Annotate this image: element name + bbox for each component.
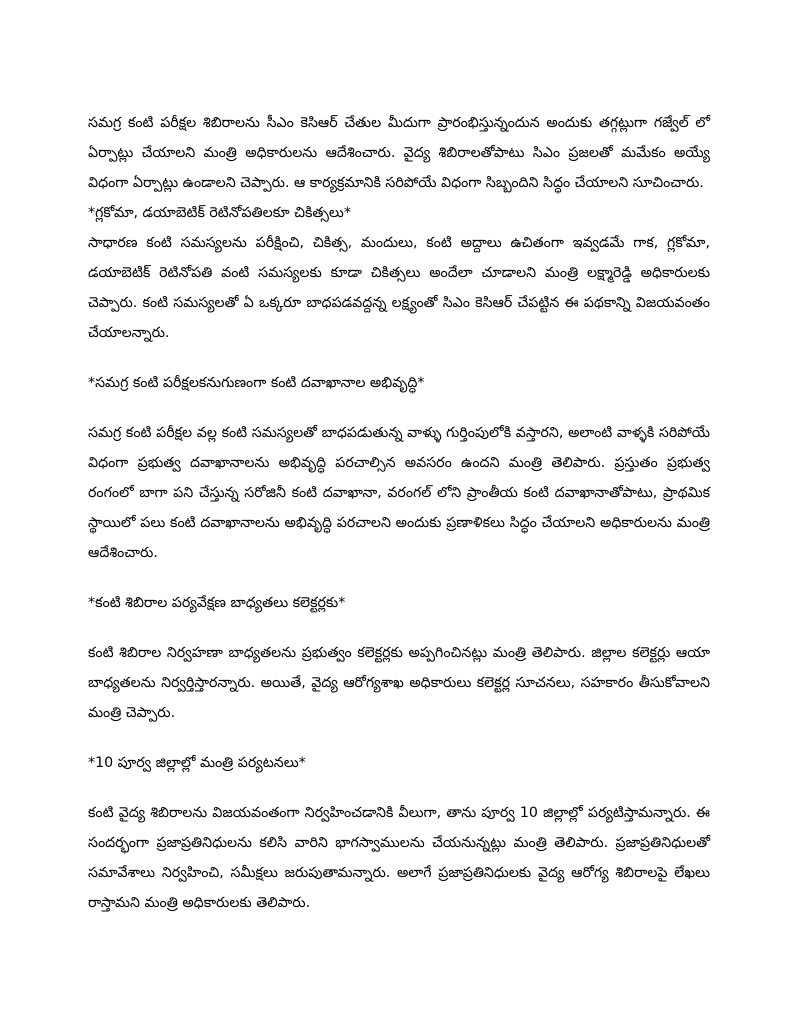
spacer [88, 348, 710, 368]
document-page [88, 108, 710, 918]
spacer [88, 728, 710, 748]
heading-hospital-development: *సమగ్ర కంటి పరీక్షలకనుగుణంగా కంటి దవాఖానాల అభివృద్ధి* [88, 375, 425, 391]
paragraph-collectors: కంటి శిబిరాల నిర్వహణా బాధ్యతలను ప్రభుత్వం కలెక్టర్లకు అప్పగించినట్లు మంత్రి తెలిపారు. జిల్లాల కలెక్టర్లు ఆయా బాధ్యతలను నిర్వర్తిస్తారన్నారు. అయితే, వైద్య ఆరోగ్యశాఖ అధికారులు కలెక్టర్ల సూచనలు, సహకారం తీసుకోవాలని మంత్రి చెప్పారు. [88, 645, 710, 721]
heading-collectors: *కంటి శిబిరాల పర్యవేక్షణ బాధ్యతలు కలెక్టర్లకు* [88, 595, 346, 611]
heading-glaucoma: *గ్లకోమా, డయాబెటిక్ రెటినోపతిలకూ చికిత్సలు* [88, 205, 351, 221]
spacer [88, 398, 710, 418]
paragraph-hospital-development: సమగ్ర కంటి పరీక్షల వల్ల కంటి సమస్యలతో బాధపడుతున్న వాళ్ళు గుర్తింపులోకి వస్తారని, అలాంటి వాళ్ళకి సరిపోయే విధంగా ప్రభుత్వ దవాఖానాలను అభివృద్ధి పరచాల్సిన అవసరం ఉందని మంత్రి తెలిపారు. ప్రస్తుతం ప్రభుత్వ రంగంలో బాగా పని చేస్తున్న సరోజినీ కంటి దవాఖానా, వరంగల్ లోని ప్రాంతీయ కంటి దవాఖానాతోపాటు, ప్రాథమిక స్థాయిలో పలు కంటి దవాఖానాలను అభివృద్ధి పరచాలని అందుకు ప్రణాళికలు సిద్ధం చేయాలని అధికారులను మంత్రి ఆదేశించారు. [88, 425, 710, 561]
spacer [88, 568, 710, 588]
paragraph-minister-tours: కంటి వైద్య శిబిరాలను విజయవంతంగా నిర్వహించడానికి వీలుగా, తాను పూర్వ 10 జిల్లాల్లో పర్యటిస్తామన్నారు. ఈ సందర్భంగా ప్రజాప్రతినిధులను కలిసి వారిని భాగస్వాములను చేయనున్నట్లు మంత్రి తెలిపారు. ప్రజాప్రతినిధులతో సమావేశాలు నిర్వహించి, సమీక్షలు జరుపుతామన్నారు. అలాగే ప్రజాప్రతినిధులకు వైద్య ఆరోగ్య శిబిరాలపై లేఖలు రాస్తామని మంత్రి అధికారులకు తెలిపారు. [88, 805, 710, 911]
spacer [88, 778, 710, 798]
paragraph-glaucoma: సాధారణ కంటి సమస్యలను పరీక్షించి, చికిత్స, మందులు, కంటి అద్దాలు ఉచితంగా ఇవ్వడమే గాక, గ్లకోమా, డయాబెటిక్ రెటినోపతి వంటి సమస్యలకు కూడా చికిత్సలు అందేలా చూడాలని మంత్రి లక్ష్మారెడ్డి అధికారులకు చెప్పారు. కంటి సమస్యలతో ఏ ఒక్కరూ బాధపడవద్దన్న లక్ష్యంతో సిఎం కెసిఆర్ చేపట్టిన ఈ పథకాన్ని విజయవంతం చేయాలన్నారు. [88, 235, 710, 341]
paragraph-intro: సమగ్ర కంటి పరీక్షల శిబిరాలను సీఎం కెసిఆర్ చేతుల మీదుగా ప్రారంభిస్తున్నందున అందుకు తగ్గట్లుగా గజ్వేల్ లో ఏర్పాట్లు చేయాలని మంత్రి అధికారులను ఆదేశించారు. వైద్య శిబిరాలతోపాటు సిఎం ప్రజలతో మమేకం అయ్యే విధంగా ఏర్పాట్లు ఉండాలని చెప్పారు. ఆ కార్యక్రమానికి సరిపోయే విధంగా సిబ్బందిని సిద్ధం చేయాలని సూచించారు. [88, 115, 710, 191]
heading-minister-tours: *10 పూర్వ జిల్లాల్లో మంత్రి పర్యటనలు* [88, 755, 306, 771]
spacer [88, 618, 710, 638]
